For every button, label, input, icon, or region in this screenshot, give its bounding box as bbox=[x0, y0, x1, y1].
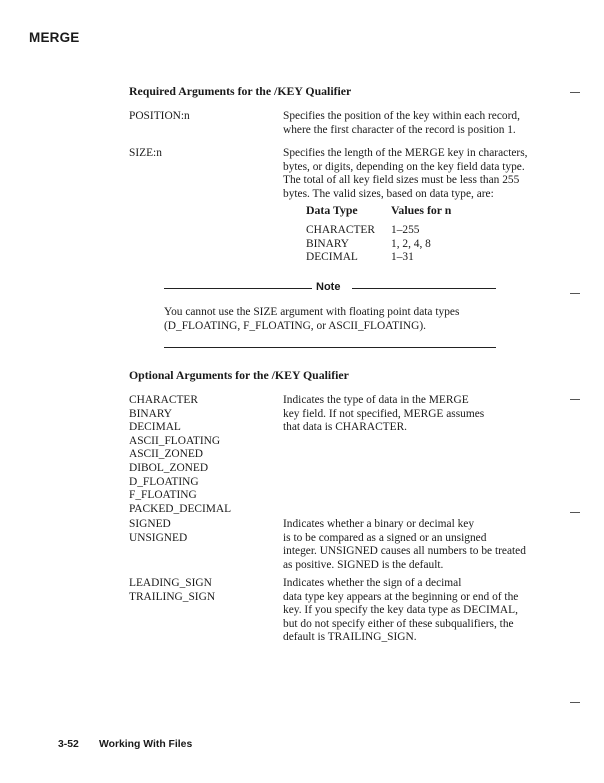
optional-term: CHARACTER bbox=[129, 394, 198, 406]
margin-mark bbox=[570, 399, 580, 400]
optional-term: BINARY bbox=[129, 407, 173, 420]
table-header-values: Values for n bbox=[391, 203, 452, 217]
optional-term: TRAILING_SIGN bbox=[129, 590, 216, 603]
table-cell-type: BINARY bbox=[306, 237, 350, 250]
size-desc-line: Specifies the length of the MERGE key in characters, bbox=[283, 147, 528, 159]
optional-desc-line: Indicates whether a binary or decimal key bbox=[283, 518, 475, 530]
optional-term: PACKED_DECIMAL bbox=[129, 502, 232, 515]
note-label: Note bbox=[316, 281, 341, 293]
size-term: SIZE:n bbox=[129, 147, 162, 159]
optional-desc-line: default is TRAILING_SIGN. bbox=[283, 631, 417, 644]
optional-desc-data-types bbox=[283, 394, 484, 435]
optional-terms-data-types bbox=[129, 394, 231, 516]
position-desc-line: where the first character of the record is position 1. bbox=[283, 123, 516, 136]
optional-desc-line: integer. UNSIGNED causes all numbers to be treated bbox=[283, 545, 526, 558]
size-desc-line: bytes, or digits, depending on the key field data type. bbox=[283, 160, 525, 173]
optional-desc-sign-position bbox=[283, 577, 518, 645]
position-desc-line: Specifies the position of the key within each record, bbox=[283, 110, 520, 122]
table-cell-values: 1–31 bbox=[391, 251, 414, 264]
optional-desc-line: but do not specify either of these subqualifiers, the bbox=[283, 617, 514, 630]
optional-term: SIGNED bbox=[129, 518, 171, 530]
optional-term: ASCII_ZONED bbox=[129, 448, 204, 461]
position-description bbox=[283, 110, 520, 137]
table-values-column bbox=[391, 224, 431, 265]
margin-mark bbox=[570, 512, 580, 513]
note-rule-right bbox=[352, 288, 496, 289]
optional-desc-line: Indicates the type of data in the MERGE bbox=[283, 394, 469, 406]
optional-desc-line: is to be compared as a signed or an unsigned bbox=[283, 531, 487, 544]
note-rule-left bbox=[164, 288, 312, 289]
note-line: (D_FLOATING, F_FLOATING, or ASCII_FLOATING). bbox=[164, 319, 426, 332]
position-term: POSITION:n bbox=[129, 110, 190, 122]
size-description bbox=[283, 147, 528, 201]
optional-arguments-heading: Optional Arguments for the /KEY Qualifier bbox=[129, 368, 349, 382]
footer-section-title: Working With Files bbox=[99, 739, 193, 750]
table-cell-values: 1–255 bbox=[391, 224, 420, 236]
optional-terms-signed bbox=[129, 518, 187, 545]
table-cell-type: CHARACTER bbox=[306, 224, 375, 236]
note-line: You cannot use the SIZE argument with floating point data types bbox=[164, 306, 460, 318]
margin-mark bbox=[570, 92, 580, 93]
optional-term: UNSIGNED bbox=[129, 531, 188, 544]
note-rule-bottom bbox=[164, 347, 496, 348]
optional-desc-line: data type key appears at the beginning or end of the bbox=[283, 590, 519, 603]
optional-desc-signed bbox=[283, 518, 526, 572]
optional-desc-line: Indicates whether the sign of a decimal bbox=[283, 577, 462, 589]
optional-terms-sign-position bbox=[129, 577, 215, 604]
margin-mark bbox=[570, 702, 580, 703]
footer-page-number: 3-52 bbox=[58, 739, 79, 750]
optional-term: D_FLOATING bbox=[129, 475, 199, 488]
note-text bbox=[164, 306, 459, 333]
table-cell-type: DECIMAL bbox=[306, 251, 358, 264]
optional-desc-line: key field. If not specified, MERGE assumes bbox=[283, 407, 485, 420]
optional-term: DIBOL_ZONED bbox=[129, 461, 209, 474]
table-type-column bbox=[306, 224, 375, 265]
size-desc-line: bytes. The valid sizes, based on data type, are: bbox=[283, 187, 494, 200]
size-desc-line: The total of all key field sizes must be less than 255 bbox=[283, 174, 520, 187]
optional-term: F_FLOATING bbox=[129, 489, 197, 502]
table-header-data-type: Data Type bbox=[306, 203, 358, 217]
margin-mark bbox=[570, 293, 580, 294]
table-cell-values: 1, 2, 4, 8 bbox=[391, 237, 431, 250]
optional-desc-line: as positive. SIGNED is the default. bbox=[283, 558, 444, 571]
optional-term: LEADING_SIGN bbox=[129, 577, 212, 589]
optional-term: DECIMAL bbox=[129, 421, 181, 434]
chapter-title: MERGE bbox=[29, 30, 80, 45]
optional-term: ASCII_FLOATING bbox=[129, 434, 221, 447]
optional-desc-line: that data is CHARACTER. bbox=[283, 421, 408, 434]
optional-desc-line: key. If you specify the key data type as DECIMAL, bbox=[283, 604, 518, 617]
required-arguments-heading: Required Arguments for the /KEY Qualifier bbox=[129, 84, 352, 98]
